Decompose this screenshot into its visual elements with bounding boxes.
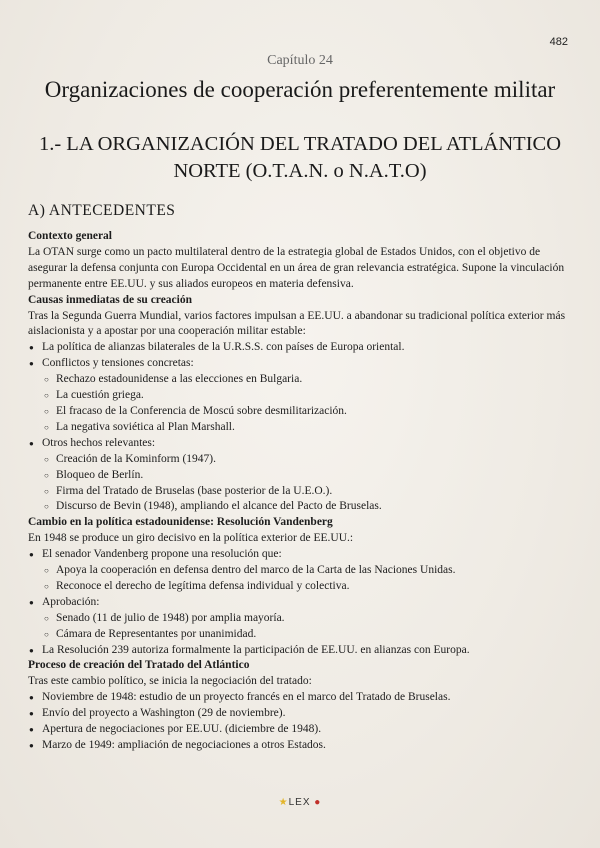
list-item: ● Aprobación: <box>28 595 576 611</box>
list-item: ● Noviembre de 1948: estudio de un proyecto francés en el marco del Tratado de Bruselas. <box>28 690 576 706</box>
list-item: ● Conflictos y tensiones concretas: <box>28 356 576 372</box>
list-subitem: ○ La negativa soviética al Plan Marshall. <box>28 420 576 436</box>
list-causas <box>28 340 576 515</box>
list-subitem: ○ Reconoce el derecho de legítima defensa individual y colectiva. <box>28 579 576 595</box>
section-title-line-1: 1.- LA ORGANIZACIÓN DEL TRATADO DEL ATLÁNTICO <box>38 133 561 155</box>
paragraph-cambio-intro: En 1948 se produce un giro decisivo en la política exterior de EE.UU.: <box>28 532 354 545</box>
list-subitem: ○ Rechazo estadounidense a las elecciones en Bulgaria. <box>28 372 576 388</box>
heading-proceso: Proceso de creación del Tratado del Atlántico <box>28 659 250 672</box>
list-subitem: ○ Senado (11 de julio de 1948) por amplia mayoría. <box>28 611 576 627</box>
list-proceso <box>28 690 576 754</box>
heading-contexto: Contexto general <box>28 230 112 242</box>
subsection-heading: A) ANTECEDENTES <box>28 202 176 219</box>
page-title: Organizaciones de cooperación preferentemente militar <box>44 77 556 102</box>
list-item: ● La Resolución 239 autoriza formalmente la participación de EE.UU. en alianzas con Europa. <box>28 643 576 659</box>
paragraph-contexto: La OTAN surge como un pacto multilateral dentro de la estrategia global de Estados Unidos, con el objetivo de asegurar la defensa conjunta con Europa Occidental en un área de gran relevancia estratégica. Supone la vinculación permanente entre EE.UU. y sus aliados europeos en materia defensiva. <box>28 245 565 290</box>
heading-cambio: Cambio en la política estadounidense: Resolución Vandenberg <box>28 516 333 529</box>
list-subitem: ○ El fracaso de la Conferencia de Moscú sobre desmilitarización. <box>28 404 576 420</box>
chapter-label: Capítulo 24 <box>267 53 333 68</box>
list-subitem: ○ Apoya la cooperación en defensa dentro del marco de la Carta de las Naciones Unidas. <box>28 563 576 579</box>
list-item: ● Marzo de 1949: ampliación de negociaciones a otros Estados. <box>28 738 576 754</box>
section-title <box>20 131 580 185</box>
document-body <box>28 229 576 754</box>
paragraph-proceso-intro: Tras este cambio político, se inicia la negociación del tratado: <box>28 675 312 688</box>
list-subitem: ○ Creación de la Kominform (1947). <box>28 452 576 468</box>
list-item: ● Apertura de negociaciones por EE.UU. (diciembre de 1948). <box>28 722 576 738</box>
list-subitem: ○ La cuestión griega. <box>28 388 576 404</box>
section-title-line-2: NORTE (O.T.A.N. o N.A.T.O) <box>173 160 427 182</box>
list-subitem: ○ Firma del Tratado de Bruselas (base posterior de la U.E.O.). <box>28 484 576 500</box>
list-item: ● La política de alianzas bilaterales de la U.R.S.S. con países de Europa oriental. <box>28 340 576 356</box>
list-item: ● Otros hechos relevantes: <box>28 436 576 452</box>
paragraph-causas-intro: Tras la Segunda Guerra Mundial, varios factores impulsan a EE.UU. a abandonar su tradicional política exterior más aislacionista y a apostar por una cooperación militar estable: <box>28 309 566 338</box>
footer-logo <box>0 797 600 808</box>
list-subitem: ○ Discurso de Bevin (1948), ampliando el alcance del Pacto de Bruselas. <box>28 499 576 515</box>
drop-icon: ● <box>314 797 322 808</box>
list-item: ● El senador Vandenberg propone una resolución que: <box>28 547 576 563</box>
list-item: ● Envío del proyecto a Washington (29 de noviembre). <box>28 706 576 722</box>
star-icon: ★ <box>278 797 289 808</box>
list-subitem: ○ Cámara de Representantes por unanimidad. <box>28 627 576 643</box>
logo-text: LEX <box>288 797 311 808</box>
heading-causas: Causas inmediatas de su creación <box>28 293 192 306</box>
page-number: 482 <box>549 36 568 48</box>
list-subitem: ○ Bloqueo de Berlín. <box>28 468 576 484</box>
list-cambio <box>28 547 576 658</box>
